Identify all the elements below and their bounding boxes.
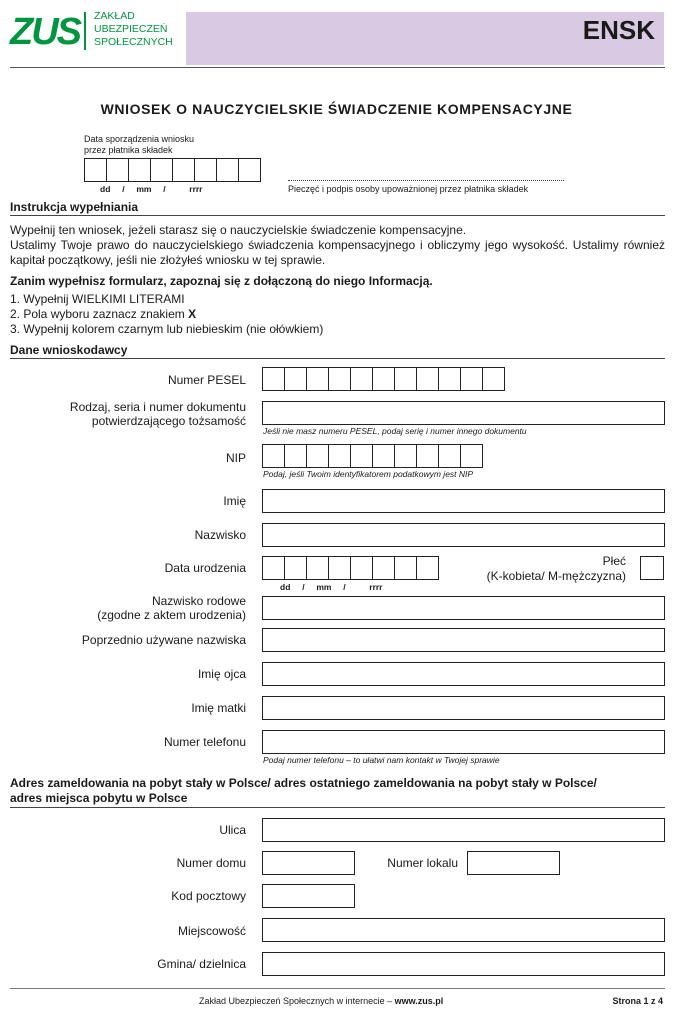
phone-field[interactable]	[262, 730, 665, 754]
logo-line-2: UBEZPIECZEŃ	[94, 23, 168, 35]
date-cell[interactable]	[238, 158, 261, 182]
step2-text: 2. Pola wyboru zaznacz znakiem	[10, 307, 189, 321]
id-document-label	[70, 400, 246, 428]
nip-hint: Podaj, jeśli Twoim identyfikatorem podatkowym jest NIP	[263, 469, 474, 479]
page-number: Strona 1 z 4	[612, 996, 663, 1006]
pesel-cell[interactable]	[438, 367, 461, 391]
nip-cell[interactable]	[372, 444, 395, 468]
nip-label: NIP	[225, 451, 246, 465]
date-cell[interactable]	[150, 158, 173, 182]
maiden-label-line2: (zgodne z aktem urodzenia)	[97, 608, 246, 622]
flat-number-field[interactable]	[467, 851, 560, 875]
phone-hint: Podaj numer telefonu – to ułatwi nam kontakt w Twojej sprawie	[263, 755, 500, 765]
flat-number-label: Numer lokalu	[387, 856, 458, 870]
postcode-label: Kod pocztowy	[171, 889, 246, 903]
nip-cell[interactable]	[416, 444, 439, 468]
pesel-cell[interactable]	[394, 367, 417, 391]
street-field[interactable]	[262, 818, 665, 842]
id-document-field[interactable]	[262, 401, 665, 425]
pesel-cell[interactable]	[416, 367, 439, 391]
pesel-cell[interactable]	[460, 367, 483, 391]
date-cell[interactable]	[194, 158, 217, 182]
applicant-heading: Dane wnioskodawcy	[10, 343, 665, 359]
pesel-cell[interactable]	[306, 367, 329, 391]
pesel-cell[interactable]	[350, 367, 373, 391]
nip-cell[interactable]	[394, 444, 417, 468]
id-doc-label-line1: Rodzaj, seria i numer dokumentu	[69, 400, 246, 414]
date-cell[interactable]	[106, 158, 129, 182]
pesel-cell[interactable]	[482, 367, 505, 391]
nip-cell[interactable]	[460, 444, 483, 468]
instructions-para2: Ustalimy Twoje prawo do nauczycielskiego świadczenia kompensacyjnego i obliczymy jego wysokość. Ustalimy również kapitał początkowy, jeśli nie złożyłeś wniosku w tej sprawie.	[10, 238, 665, 267]
nip-cell[interactable]	[350, 444, 373, 468]
pesel-cell[interactable]	[284, 367, 307, 391]
nip-grid[interactable]	[262, 444, 483, 468]
maiden-name-label	[97, 594, 246, 622]
street-label: Ulica	[219, 823, 246, 837]
nip-cell[interactable]	[306, 444, 329, 468]
commune-field[interactable]	[262, 952, 665, 976]
mother-name-label: Imię matki	[191, 701, 246, 715]
nip-cell[interactable]	[328, 444, 351, 468]
pesel-cell[interactable]	[328, 367, 351, 391]
city-label: Miejscowość	[177, 924, 246, 938]
birth-date-cell[interactable]	[262, 556, 285, 580]
maiden-name-field[interactable]	[262, 596, 665, 620]
date-cell[interactable]	[84, 158, 107, 182]
first-name-field[interactable]	[262, 489, 665, 513]
city-field[interactable]	[262, 918, 665, 942]
pesel-label: Numer PESEL	[167, 373, 246, 387]
form-code: ENSK	[582, 15, 655, 45]
header-divider	[10, 67, 665, 68]
id-doc-label-line2: potwierdzającego tożsamość	[91, 414, 246, 428]
birth-date-label: Data urodzenia	[164, 561, 246, 575]
maiden-label-line1: Nazwisko rodowe	[151, 594, 246, 608]
instructions-note: Zanim wypełnisz formularz, zapoznaj się z dołączoną do niego Informacją.	[10, 274, 433, 288]
date-cell[interactable]	[172, 158, 195, 182]
form-title: WNIOSEK O NAUCZYCIELSKIE ŚWIADCZENIE KOMPENSACYJNE	[100, 101, 573, 117]
date-cell[interactable]	[128, 158, 151, 182]
instructions-heading: Instrukcja wypełniania	[10, 200, 665, 216]
step2-mark: X	[188, 307, 197, 321]
house-number-field[interactable]	[262, 851, 355, 875]
last-name-field[interactable]	[262, 523, 665, 547]
address-heading-line1: Adres zameldowania na pobyt stały w Polsce/ adres ostatniego zameldowania na pobyt stały w Polsce/	[10, 776, 597, 790]
footer-divider	[10, 988, 665, 989]
sex-label-line2: (K-kobieta/ M-mężczyzna)	[486, 569, 626, 583]
instructions-para1: Wypełnij ten wniosek, jeżeli starasz się o nauczycielskie świadczenie kompensacyjne.	[10, 223, 467, 237]
signature-label: Pieczęć i podpis osoby upoważnionej przez płatnika składek	[288, 184, 529, 194]
id-document-hint: Jeśli nie masz numeru PESEL, podaj serię i numer innego dokumentu	[263, 426, 527, 436]
sex-field[interactable]	[640, 556, 664, 580]
zus-logo-mark: ZUS	[10, 11, 80, 53]
zus-logo-text	[94, 10, 173, 49]
pesel-grid[interactable]	[262, 367, 505, 391]
logo-divider	[84, 12, 86, 50]
prep-date-format: dd / mm / rrrr	[100, 184, 203, 194]
mother-name-field[interactable]	[262, 696, 665, 720]
prep-date-grid[interactable]	[84, 158, 261, 182]
first-name-label: Imię	[223, 494, 246, 508]
address-heading-line2: adres miejsca pobytu w Polsce	[10, 791, 188, 805]
birth-date-cell[interactable]	[328, 556, 351, 580]
previous-names-field[interactable]	[262, 628, 665, 652]
house-number-label: Numer domu	[176, 856, 246, 870]
pesel-cell[interactable]	[372, 367, 395, 391]
prep-date-label-line2: przez płatnika składek	[84, 145, 173, 155]
footer-text	[199, 996, 443, 1006]
footer-url[interactable]: www.zus.pl	[394, 996, 444, 1006]
instruction-step-1: 1. Wypełnij WIELKIMI LITERAMI	[10, 292, 185, 306]
sex-label	[487, 554, 626, 584]
pesel-cell[interactable]	[262, 367, 285, 391]
father-name-field[interactable]	[262, 662, 665, 686]
sex-label-line1: Płeć	[602, 554, 626, 568]
date-cell[interactable]	[216, 158, 239, 182]
father-name-label: Imię ojca	[197, 667, 246, 681]
address-heading	[10, 776, 665, 808]
birth-date-cell[interactable]	[394, 556, 417, 580]
birth-date-cell[interactable]	[306, 556, 329, 580]
birth-date-cell[interactable]	[372, 556, 395, 580]
nip-cell[interactable]	[262, 444, 285, 468]
nip-cell[interactable]	[284, 444, 307, 468]
logo-line-1: ZAKŁAD	[94, 10, 135, 22]
nip-cell[interactable]	[438, 444, 461, 468]
birth-date-cell[interactable]	[416, 556, 439, 580]
postcode-field[interactable]	[262, 884, 355, 908]
prep-date-label-line1: Data sporządzenia wniosku	[84, 134, 195, 144]
birth-date-cell[interactable]	[350, 556, 373, 580]
birth-date-grid[interactable]	[262, 556, 439, 580]
signature-line[interactable]	[288, 180, 564, 181]
footer-prefix: Zakład Ubezpieczeń Społecznych w internecie –	[199, 996, 395, 1006]
previous-names-label: Poprzednio używane nazwiska	[81, 633, 246, 647]
instruction-step-3: 3. Wypełnij kolorem czarnym lub niebieskim (nie ołówkiem)	[10, 322, 324, 336]
phone-label: Numer telefonu	[163, 735, 246, 749]
birth-date-cell[interactable]	[284, 556, 307, 580]
instruction-step-2	[10, 307, 665, 322]
commune-label: Gmina/ dzielnica	[157, 957, 246, 971]
prep-date-label	[84, 134, 194, 156]
birth-date-format: dd / mm / rrrr	[280, 582, 383, 592]
logo-line-3: SPOŁECZNYCH	[94, 36, 173, 48]
last-name-label: Nazwisko	[194, 528, 246, 542]
